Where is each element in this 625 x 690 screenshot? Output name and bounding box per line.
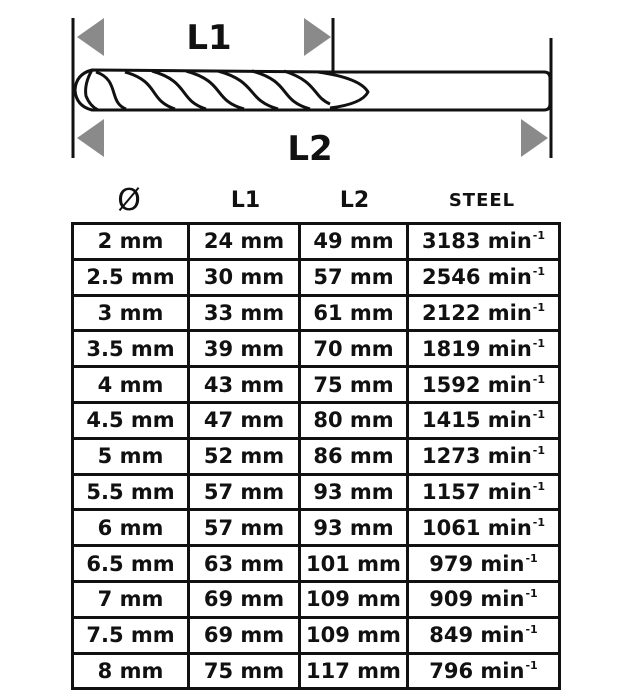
table-row	[74, 332, 558, 368]
rpm-value: 2546 min	[421, 265, 532, 290]
rpm-unit-exponent: -1	[525, 587, 538, 601]
rpm-unit-exponent: -1	[525, 623, 538, 637]
l2-cell: 93 mm	[301, 511, 409, 547]
rpm-value: 1061 min	[421, 515, 532, 540]
rpm-value: 2122 min	[421, 300, 532, 325]
steel-rpm-cell	[409, 404, 558, 440]
rpm-unit-exponent: -1	[532, 372, 546, 386]
l2-cell: 101 mm	[301, 547, 409, 583]
table-row	[74, 547, 558, 583]
l1-cell: 75 mm	[190, 655, 301, 688]
diameter-column-header: Ø	[117, 182, 141, 218]
steel-rpm-cell	[409, 655, 558, 688]
rpm-value: 1819 min	[421, 336, 532, 361]
l1-cell: 69 mm	[190, 619, 301, 655]
l1-dimension-label: L1	[186, 18, 232, 58]
diameter-cell: 6.5 mm	[74, 547, 190, 583]
diameter-cell: 8 mm	[74, 655, 190, 688]
l2-cell: 70 mm	[301, 332, 409, 368]
l1-cell: 30 mm	[190, 261, 301, 297]
steel-rpm-cell	[409, 440, 558, 476]
rpm-value: 909 min	[429, 587, 525, 612]
l1-left-arrow-icon	[77, 18, 104, 56]
diameter-cell: 7 mm	[74, 583, 190, 619]
l2-cell: 49 mm	[301, 225, 409, 261]
rpm-value: 1415 min	[421, 408, 532, 433]
table-row	[74, 297, 558, 333]
steel-rpm-cell	[409, 225, 558, 261]
steel-rpm-cell	[409, 261, 558, 297]
steel-rpm-cell	[409, 297, 558, 333]
diameter-cell: 2.5 mm	[74, 261, 190, 297]
steel-column-header: STEEL	[448, 189, 516, 211]
l1-cell: 69 mm	[190, 583, 301, 619]
l2-cell: 86 mm	[301, 440, 409, 476]
rpm-value: 979 min	[429, 551, 525, 576]
l2-cell: 75 mm	[301, 368, 409, 404]
l1-cell: 33 mm	[190, 297, 301, 333]
table-row	[74, 476, 558, 512]
table-row	[74, 511, 558, 547]
diameter-cell: 4.5 mm	[74, 404, 190, 440]
rpm-value: 796 min	[429, 658, 525, 683]
l2-cell: 109 mm	[301, 583, 409, 619]
table-row	[74, 655, 558, 688]
l2-cell: 117 mm	[301, 655, 409, 688]
l1-cell: 57 mm	[190, 511, 301, 547]
l2-cell: 61 mm	[301, 297, 409, 333]
table-row	[74, 368, 558, 404]
rpm-unit-exponent: -1	[525, 551, 538, 565]
l2-cell: 80 mm	[301, 404, 409, 440]
rpm-unit-exponent: -1	[532, 479, 546, 493]
l2-left-arrow-icon	[77, 119, 104, 157]
rpm-unit-exponent: -1	[532, 336, 546, 350]
rpm-unit-exponent: -1	[532, 408, 546, 422]
l1-cell: 57 mm	[190, 476, 301, 512]
rpm-value: 1592 min	[421, 372, 532, 397]
steel-rpm-cell	[409, 583, 558, 619]
rpm-unit-exponent: -1	[532, 444, 546, 458]
diameter-cell: 5.5 mm	[74, 476, 190, 512]
diameter-cell: 5 mm	[74, 440, 190, 476]
l2-dimension-label: L2	[287, 129, 333, 169]
l1-cell: 47 mm	[190, 404, 301, 440]
twist-drill-bit-icon	[75, 70, 550, 110]
rpm-unit-exponent: -1	[525, 658, 538, 672]
diameter-cell: 6 mm	[74, 511, 190, 547]
table-row	[74, 583, 558, 619]
rpm-value: 1157 min	[421, 479, 532, 504]
table-row	[74, 261, 558, 297]
steel-rpm-cell	[409, 547, 558, 583]
rpm-value: 849 min	[429, 623, 525, 648]
rpm-unit-exponent: -1	[532, 300, 546, 314]
rpm-unit-exponent: -1	[532, 515, 546, 529]
table-row	[74, 440, 558, 476]
table-row	[74, 225, 558, 261]
drill-spec-table	[71, 222, 561, 690]
steel-rpm-cell	[409, 476, 558, 512]
l2-column-header: L2	[339, 187, 370, 213]
l1-right-arrow-icon	[304, 18, 331, 56]
diameter-cell: 7.5 mm	[74, 619, 190, 655]
l1-cell: 63 mm	[190, 547, 301, 583]
drill-dimension-diagram	[0, 0, 625, 170]
l1-column-header: L1	[230, 187, 261, 213]
rpm-value: 3183 min	[421, 229, 532, 254]
steel-rpm-cell	[409, 619, 558, 655]
l2-cell: 109 mm	[301, 619, 409, 655]
rpm-unit-exponent: -1	[532, 265, 546, 279]
diameter-cell: 4 mm	[74, 368, 190, 404]
l2-cell: 57 mm	[301, 261, 409, 297]
diameter-cell: 2 mm	[74, 225, 190, 261]
l2-right-arrow-icon	[521, 119, 548, 157]
l1-cell: 43 mm	[190, 368, 301, 404]
steel-rpm-cell	[409, 332, 558, 368]
spec-table-body	[74, 225, 558, 687]
l2-cell: 93 mm	[301, 476, 409, 512]
steel-rpm-cell	[409, 368, 558, 404]
rpm-value: 1273 min	[421, 444, 532, 469]
diameter-cell: 3 mm	[74, 297, 190, 333]
table-row	[74, 619, 558, 655]
table-row	[74, 404, 558, 440]
l1-cell: 39 mm	[190, 332, 301, 368]
l1-cell: 24 mm	[190, 225, 301, 261]
diameter-cell: 3.5 mm	[74, 332, 190, 368]
rpm-unit-exponent: -1	[532, 229, 546, 243]
l1-cell: 52 mm	[190, 440, 301, 476]
steel-rpm-cell	[409, 511, 558, 547]
